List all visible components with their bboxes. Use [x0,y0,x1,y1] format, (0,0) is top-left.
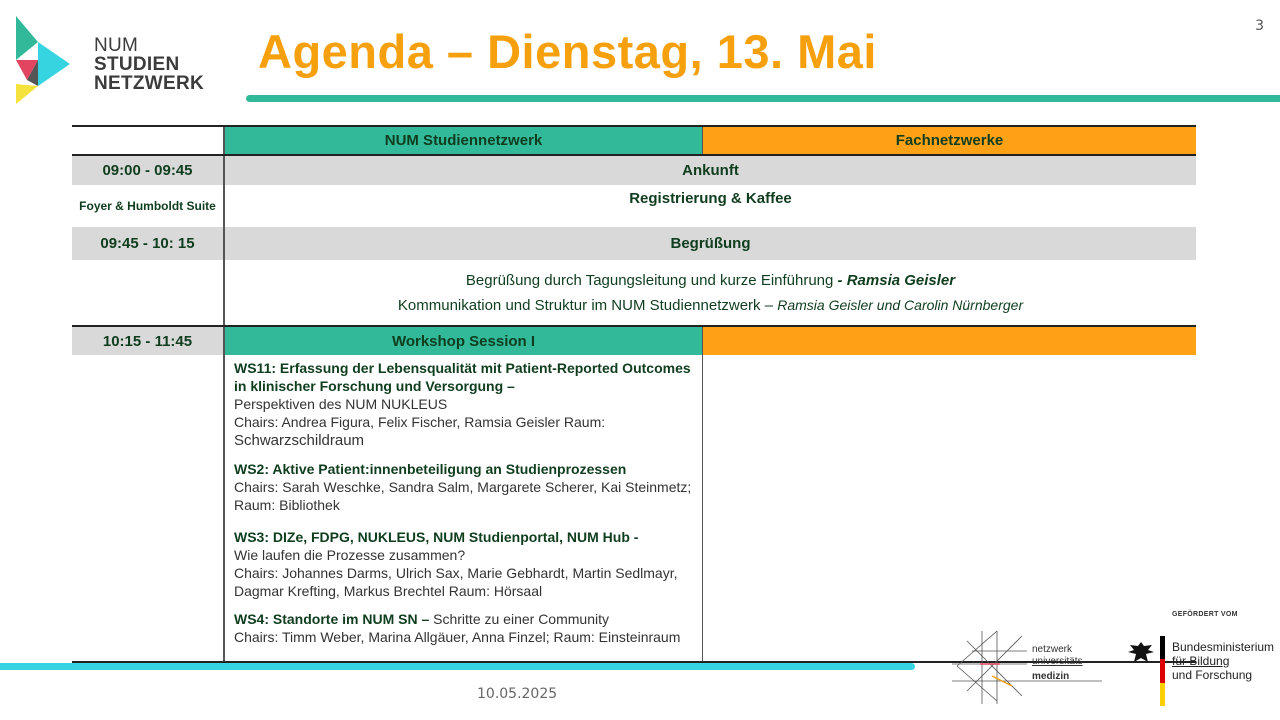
time-cell: 09:00 - 09:45 [72,156,225,185]
begruessung-label: Begrüßung [670,235,751,252]
workshop-title: WS3: DIZe, FDPG, NUKLEUS, NUM Studienportal, NUM Hub - [234,529,639,545]
workshop-item [234,610,694,646]
workshop-chairs: Chairs: Sarah Weschke, Sandra Salm, Margarete Scherer, Kai Steinmetz [234,479,688,495]
num-studiennetzwerk-logo [12,14,205,106]
workshop-session-label: Workshop Session I [225,327,703,355]
title-underline [246,95,1280,102]
talk-2-speaker: Ramsia Geisler und Carolin Nürnberger [777,296,1024,313]
workshop-room: ; Raum: Bibliothek [234,479,692,513]
ankunft-label: Ankunft [682,162,739,179]
bmbf-line-3: und Forschung [1172,668,1253,682]
workshop-subtitle: Schritte zu einer Community [429,611,609,627]
page-title: Agenda – Dienstag, 13. Mai [258,25,877,78]
workshop-chairs: Chairs: Timm Weber, Marina Allgäuer, Anna Finzel; Raum: Einsteinraum [234,629,681,645]
talks-cell [225,260,1196,325]
agenda-table [72,125,1196,663]
bmbf-line-1: Bundesministerium [1172,640,1275,654]
table-row [72,260,1196,325]
bmbf-line-2: für Bildung [1172,654,1230,668]
funded-by-label: GEFÖRDERT VOM [1172,611,1238,618]
workshop-fachnetzwerke-cell [703,327,1196,355]
workshop-chairs: Chairs: Andrea Figura, Felix Fischer, Ramsia Geisler Raum: [234,414,606,430]
logo-mark-icon [12,14,82,106]
time-cell: 10:15 - 11:45 [72,327,225,355]
federal-eagle-icon [1126,640,1156,666]
table-row [72,185,1196,227]
table-row [72,156,1196,185]
workshop-subtitle: Wie laufen die Prozesse zusammen? [234,547,466,563]
header-num-studiennetzwerk: NUM Studiennetzwerk [225,127,703,154]
header-time-cell [72,127,225,154]
talk-1-speaker: - Ramsia Geisler [837,271,956,289]
workshop-list [225,355,703,661]
talk-1 [466,272,955,289]
logo-line-3: NETZWERK [94,73,205,94]
bmbf-text [1172,640,1274,682]
workshop-title: WS2: Aktive Patient:innenbeteiligung an Studienprozessen [234,461,627,477]
empty-time-cell [72,355,225,661]
fachnetzwerke-body-cell [703,355,1196,661]
table-header-row [72,125,1196,156]
header-fachnetzwerke: Fachnetzwerke [703,127,1196,154]
talk-2 [398,297,1023,314]
time-cell: 09:45 - 10: 15 [72,227,225,260]
num-logo-line-1: netzwerk [1032,644,1073,655]
logo-line-1: NUM [94,35,139,56]
german-flag-icon [1160,636,1165,706]
workshop-title: WS4: Standorte im NUM SN – [234,611,430,627]
table-row [72,355,1196,663]
footer-date: 10.05.2025 [477,686,558,702]
footer-accent-bar [0,663,915,670]
num-logo-line-2: universitäts [1032,656,1083,667]
talk-1-text: Begrüßung durch Tagungsleitung und kurze Einführung [465,271,838,289]
registrierung-label: Registrierung & Kaffee [629,190,792,207]
location-cell: Foyer & Humboldt Suite [72,185,225,227]
workshop-item [234,528,694,600]
table-row [72,227,1196,260]
num-logo-line-3: medizin [1032,671,1070,682]
workshop-room: Schwarzschildraum [234,432,365,449]
talk-2-text: Kommunikation und Struktur im NUM Studiennetzwerk – [397,296,778,314]
workshop-item [234,359,694,450]
workshop-dash: – [503,378,515,394]
num-logo-text [1032,644,1083,683]
logo-line-2: STUDIEN [94,54,180,75]
slide-number: 3 [1255,18,1264,34]
workshop-title: WS11: Erfassung der Lebensqualität mit Patient-Reported Outcomes in klinischer Forschung und Versorgung [234,360,691,394]
workshop-chairs: Chairs: Johannes Darms, Ulrich Sax, Marie Gebhardt, Martin Sedlmayr, Dagmar Krefting, Markus Brechtel Raum: Hörsaal [234,565,678,599]
table-row [72,325,1196,355]
workshop-item [234,460,694,514]
workshop-subtitle: Perspektiven des NUM NUKLEUS [234,396,448,412]
empty-time-cell [72,260,225,325]
